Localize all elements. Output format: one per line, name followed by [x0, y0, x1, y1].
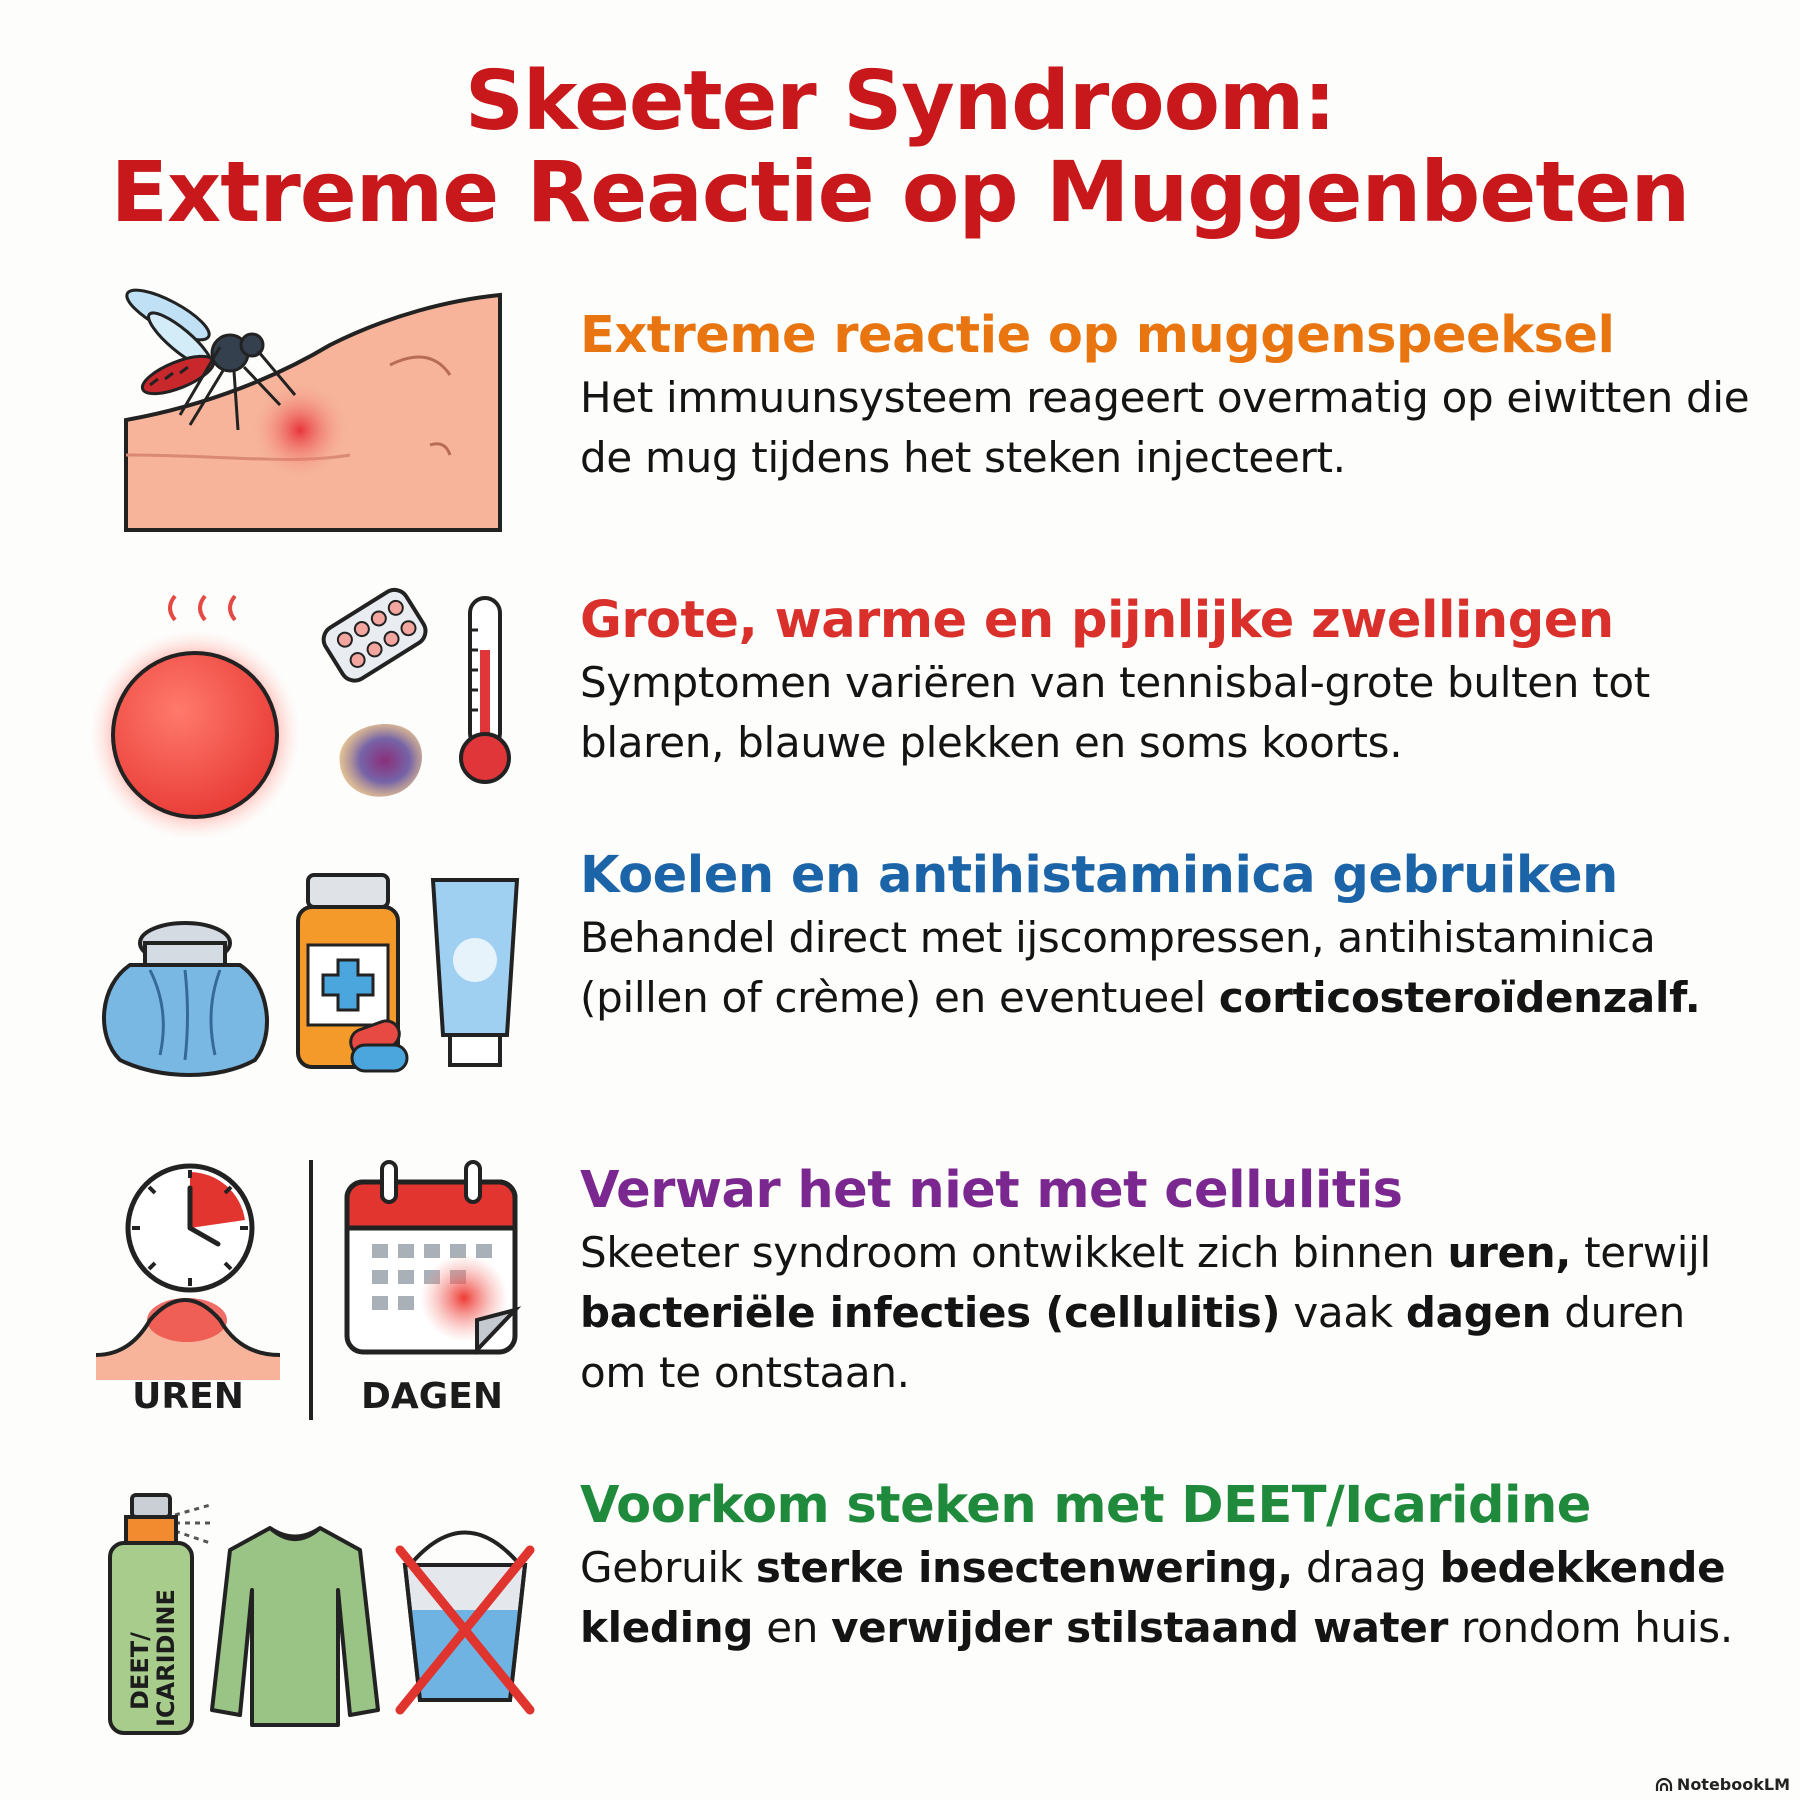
- section-treatment-text: [580, 845, 1760, 1028]
- section-prevention-text: [580, 1475, 1760, 1658]
- section-prevention-body-clothing: bedekkende kleding: [580, 1543, 1726, 1653]
- section-cause-text: [580, 305, 1760, 488]
- thermometer-icon: [450, 590, 520, 790]
- long-sleeve-shirt-icon: [210, 1520, 380, 1740]
- section-prevention-body-part4: rondom huis.: [1448, 1603, 1733, 1653]
- section-distinguish-body-part1: Skeeter syndroom ontwikkelt zich binnen: [580, 1228, 1448, 1278]
- section-cause-body: [580, 368, 1760, 488]
- section-treatment-icons: [90, 845, 540, 1085]
- section-treatment: [0, 845, 1800, 1085]
- section-cause-body-text: Het immuunsysteem reageert overmatig op eiwitten die de mug tijdens het steken injecteert.: [580, 373, 1750, 483]
- footer-brand-text: NotebookLM: [1676, 1775, 1790, 1794]
- section-treatment-heading: Koelen en antihistaminica gebruiken: [580, 846, 1618, 905]
- section-symptoms-icons: [90, 590, 540, 830]
- blister-pack-icon: [315, 585, 435, 695]
- section-distinguish-body-part2: terwijl: [1571, 1228, 1711, 1278]
- section-prevention-body-part3: en: [753, 1603, 832, 1653]
- calendar-icon: [342, 1160, 522, 1420]
- section-symptoms-heading: Grote, warme en pijnlijke zwellingen: [580, 591, 1614, 650]
- section-prevention-body: [580, 1538, 1760, 1658]
- section-distinguish: [0, 1160, 1800, 1420]
- section-prevention-body-part2: draag: [1292, 1543, 1440, 1593]
- swelling-icon: [90, 590, 280, 830]
- section-prevention-heading: Voorkom steken met DEET/Icaridine: [580, 1476, 1591, 1535]
- section-distinguish-body-part4: duren om te ontstaan.: [580, 1288, 1685, 1398]
- section-distinguish-body-part3: vaak: [1280, 1288, 1406, 1338]
- section-distinguish-body-infections: bacteriële infecties (cellulitis): [580, 1288, 1281, 1338]
- notebooklm-logo-icon: [1655, 1778, 1673, 1792]
- section-prevention-body-water: verwijder stilstaand water: [831, 1603, 1448, 1653]
- section-symptoms-body-text: Symptomen variëren van tennisbal-grote bulten tot blaren, blauwe plekken en soms koorts.: [580, 658, 1650, 768]
- clock-icon: [90, 1160, 270, 1420]
- section-treatment-body: [580, 908, 1760, 1028]
- section-prevention: [0, 1475, 1800, 1725]
- section-prevention-body-repellent: sterke insectenwering,: [755, 1543, 1293, 1593]
- section-distinguish-heading: Verwar het niet met cellulitis: [580, 1161, 1403, 1220]
- label-deet: DEET/: [126, 1632, 154, 1710]
- no-standing-water-icon: [390, 1515, 540, 1715]
- pill-bottle-icon: [290, 875, 420, 1075]
- cream-tube-icon: [425, 875, 525, 1075]
- section-distinguish-body: [580, 1223, 1760, 1403]
- page-title-line1: Skeeter Syndroom:: [464, 54, 1336, 149]
- footer-brand: [1655, 1775, 1790, 1794]
- section-treatment-body-bold: corticosteroïdenzalf.: [1218, 973, 1701, 1023]
- bruise-icon: [325, 710, 435, 810]
- label-days: DAGEN: [360, 1376, 504, 1417]
- label-icaridine: ICARIDINE: [152, 1589, 180, 1727]
- section-prevention-icons: [90, 1475, 540, 1725]
- section-cause-heading: Extreme reactie op muggenspeeksel: [580, 306, 1615, 365]
- section-distinguish-body-days: dagen: [1405, 1288, 1552, 1338]
- page-title-line2: Extreme Reactie op Muggenbeten: [110, 142, 1690, 241]
- page-title: [0, 54, 1800, 241]
- section-distinguish-text: [580, 1160, 1760, 1403]
- section-distinguish-icons: [90, 1160, 540, 1420]
- section-symptoms-text: [580, 590, 1760, 773]
- section-symptoms-body: [580, 653, 1760, 773]
- label-hours: UREN: [132, 1376, 244, 1417]
- section-distinguish-body-hours: uren,: [1447, 1228, 1572, 1278]
- section-cause: [0, 305, 1800, 535]
- ice-pack-icon: [90, 895, 280, 1075]
- section-cause-icons: [90, 305, 540, 535]
- section-prevention-body-part1: Gebruik: [580, 1543, 756, 1593]
- divider: [309, 1160, 313, 1420]
- section-symptoms: [0, 590, 1800, 830]
- mosquito-icon: [120, 285, 320, 445]
- section-treatment-body-part: Behandel direct met ijscompressen, antihistaminica (pillen of crème) en eventueel: [580, 913, 1656, 1023]
